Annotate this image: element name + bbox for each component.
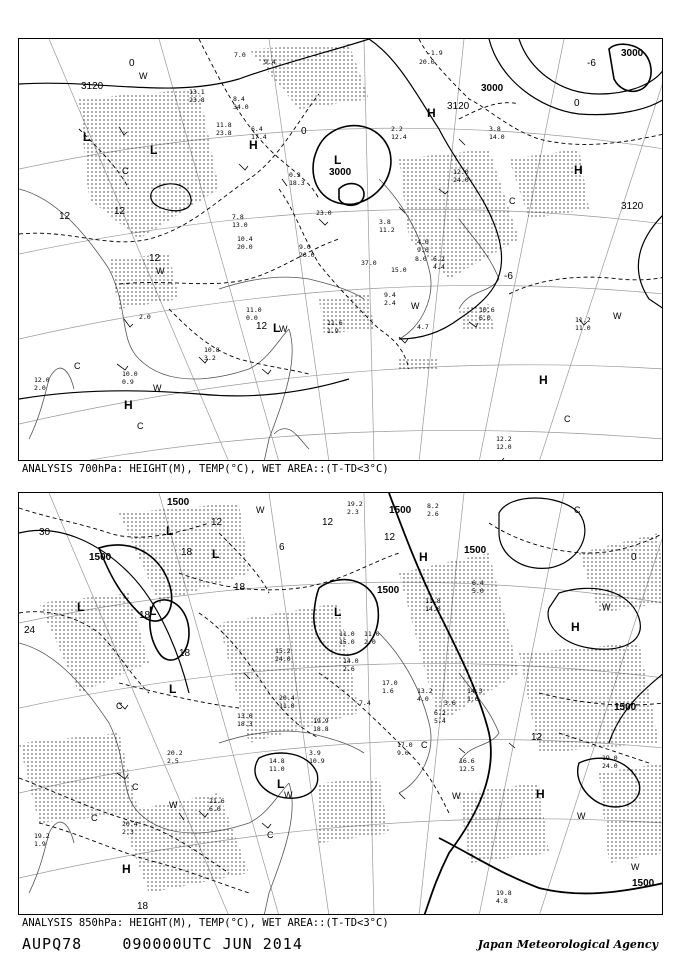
- station-value: 23.0: [316, 209, 332, 217]
- station-value: 14.8: [269, 757, 285, 765]
- station-value: 13.0: [232, 221, 248, 229]
- low-center: L: [77, 600, 85, 614]
- station-value: 15.0: [391, 266, 407, 274]
- station-value: 0.9: [122, 378, 134, 386]
- station-value: 11.0: [575, 324, 591, 332]
- valid-time: 090000UTC JUN 2014: [122, 935, 303, 953]
- station-value: 20.0: [237, 243, 253, 251]
- station-value: 18.8: [313, 725, 329, 733]
- station-value: 13.0: [237, 712, 253, 720]
- station-value: 10.4: [237, 235, 253, 243]
- contour-label: 1500: [464, 545, 487, 556]
- station-value: 6.2: [434, 709, 446, 717]
- station-value: 23.8: [189, 96, 205, 104]
- caption-700hpa: ANALYSIS 700hPa: HEIGHT(M), TEMP(°C), WET AREA::(T-TD<3°C): [22, 463, 389, 475]
- station-value: 26.0: [299, 251, 315, 259]
- temp-label: 18: [139, 610, 151, 621]
- station-value: 6.4: [472, 579, 484, 587]
- station-value: 3.9: [309, 749, 321, 757]
- station-value: 2.3: [122, 828, 134, 836]
- warm-marker: W: [577, 811, 586, 821]
- station-value: 2.3: [347, 508, 359, 516]
- cold-marker: C: [91, 813, 98, 823]
- station-value: 3.8: [379, 218, 391, 226]
- contour-label: 3120: [81, 81, 104, 92]
- station-value: 13.2: [417, 687, 433, 695]
- station-value: 12.0: [496, 443, 512, 451]
- temp-label: 18: [137, 901, 149, 912]
- cold-marker: C: [421, 740, 428, 750]
- temp-label: 0: [129, 58, 135, 69]
- temp-label: 0: [631, 552, 637, 563]
- agency-name: Japan Meteorological Agency: [477, 938, 658, 951]
- station-value: 11.8: [216, 121, 232, 129]
- contour-label: 1500: [614, 702, 637, 713]
- station-value: 14.0: [343, 657, 359, 665]
- station-value: 4.7: [417, 323, 429, 331]
- station-value: 11.2: [575, 316, 591, 324]
- station-value: 24.0: [453, 176, 469, 184]
- warm-marker: W: [169, 800, 178, 810]
- high-center: H: [249, 138, 258, 152]
- warm-marker: W: [602, 602, 611, 612]
- station-value: 7.0: [234, 51, 246, 59]
- low-center: L: [334, 153, 342, 167]
- chart-700hpa: [18, 38, 663, 461]
- temp-label: 12: [211, 517, 223, 528]
- station-value: 2.0: [364, 638, 376, 646]
- station-value: 11.0: [339, 630, 355, 638]
- station-value: 9.0: [417, 246, 429, 254]
- contour-label: 3120: [621, 201, 644, 212]
- station-value: 7.4: [359, 699, 371, 707]
- station-value: 20.4: [279, 694, 295, 702]
- temp-label: 24: [24, 625, 36, 636]
- station-value: 18.3: [289, 179, 305, 187]
- temp-label: 12: [322, 517, 334, 528]
- contour-label: 1500: [389, 505, 412, 516]
- station-value: 20.4: [122, 820, 138, 828]
- contour-label: 3000: [621, 48, 644, 59]
- cold-marker: C: [122, 166, 129, 176]
- low-center: L: [277, 777, 285, 791]
- station-value: 15.0: [339, 638, 355, 646]
- station-value: 11.0: [279, 702, 295, 710]
- high-center: H: [536, 787, 545, 801]
- warm-marker: W: [139, 71, 148, 81]
- station-value: 2.6: [343, 665, 355, 673]
- station-value: 24.0: [602, 762, 618, 770]
- station-value: 0.2: [289, 171, 301, 179]
- cold-marker: C: [267, 830, 274, 840]
- station-value: 9.4: [264, 58, 276, 66]
- station-value: 11.0: [246, 306, 262, 314]
- high-center: H: [419, 550, 428, 564]
- station-value: 14.3: [467, 687, 483, 695]
- station-value: -1.9: [427, 49, 443, 57]
- contour-label: 1500: [167, 497, 190, 508]
- station-value: 15.2: [275, 647, 291, 655]
- temp-label: 12: [114, 206, 126, 217]
- station-value: 12.5: [459, 765, 475, 773]
- high-center: H: [122, 862, 131, 876]
- temp-label: 12: [384, 532, 396, 543]
- station-value: 11.2: [379, 226, 395, 234]
- low-center: L: [150, 143, 158, 157]
- station-value: 13.1: [189, 88, 205, 96]
- station-value: 21.6: [209, 797, 225, 805]
- station-value: 19.2: [34, 832, 50, 840]
- temp-label: 12: [256, 321, 268, 332]
- station-value: 6.2: [433, 255, 445, 263]
- station-value: 8.0: [415, 255, 427, 263]
- station-value: 11.6: [327, 319, 343, 327]
- station-value: 2.0: [139, 313, 151, 321]
- warm-marker: W: [284, 790, 293, 800]
- temp-label: -6: [504, 271, 513, 282]
- station-value: 11.0: [269, 765, 285, 773]
- station-value: 2.2: [391, 125, 403, 133]
- station-value: 3.6: [444, 699, 456, 707]
- chart-850hpa: [18, 492, 663, 915]
- caption-850hpa: ANALYSIS 850hPa: HEIGHT(M), TEMP(°C), WET AREA::(T-TD<3°C): [22, 917, 389, 929]
- map-700hpa: [19, 39, 663, 461]
- temp-label: 0: [301, 126, 307, 137]
- chart-id: AUPQ78: [22, 935, 83, 953]
- station-value: 5.4: [434, 717, 446, 725]
- station-value: 1.6: [467, 695, 479, 703]
- temp-label: 6: [279, 542, 285, 553]
- cold-marker: C: [132, 782, 139, 792]
- cold-marker: C: [137, 421, 144, 431]
- warm-marker: W: [613, 311, 622, 321]
- station-value: 3.8: [489, 125, 501, 133]
- low-center: L: [212, 547, 220, 561]
- station-value: 14.0: [425, 605, 441, 613]
- station-value: 19.2: [347, 500, 363, 508]
- station-value: 17.0: [397, 741, 413, 749]
- contour-label: 1500: [632, 878, 655, 889]
- high-center: H: [124, 398, 133, 412]
- temp-label: 0: [574, 98, 580, 109]
- station-value: 37.0: [361, 259, 377, 267]
- station-value: 12.4: [391, 133, 407, 141]
- warm-marker: W: [279, 324, 288, 334]
- chart-code: [22, 935, 303, 953]
- cold-marker: C: [574, 505, 581, 515]
- station-value: 19.9: [313, 717, 329, 725]
- low-center: L: [169, 682, 177, 696]
- station-value: 8.4: [233, 95, 245, 103]
- contour-label: 3000: [481, 83, 504, 94]
- temp-label: -6: [587, 58, 596, 69]
- station-value: 6.0: [479, 314, 491, 322]
- station-value: 11.0: [364, 630, 380, 638]
- cold-marker: C: [116, 701, 123, 711]
- station-value: 10.0: [122, 370, 138, 378]
- station-value: 2.5: [167, 757, 179, 765]
- station-value: 1.9: [327, 327, 339, 335]
- warm-marker: W: [452, 791, 461, 801]
- station-value: 9.0: [299, 243, 311, 251]
- warm-marker: W: [256, 505, 265, 515]
- low-center: L: [166, 524, 174, 538]
- station-value: 0.0: [246, 314, 258, 322]
- station-value: 3.2: [204, 354, 216, 362]
- warm-marker: W: [411, 301, 420, 311]
- low-center: L: [83, 130, 91, 144]
- station-value: 4.4: [433, 263, 445, 271]
- station-value: 12.0: [34, 376, 50, 384]
- station-value: 4.0: [417, 695, 429, 703]
- low-center: L: [273, 321, 281, 335]
- station-value: 11.8: [425, 597, 441, 605]
- cold-marker: C: [564, 414, 571, 424]
- station-value: 14.0: [489, 133, 505, 141]
- station-value: 12.0: [453, 168, 469, 176]
- low-center: L: [334, 605, 342, 619]
- temp-label: 18: [234, 582, 246, 593]
- station-value: 10.6: [479, 306, 495, 314]
- temp-label: 12: [531, 732, 543, 743]
- station-value: 2.6: [427, 510, 439, 518]
- station-value: 6.4: [251, 125, 263, 133]
- station-value: 9.4: [384, 291, 396, 299]
- station-value: 5.0: [472, 587, 484, 595]
- contour-label: 3120: [447, 101, 470, 112]
- low-center: L: [149, 604, 157, 618]
- cold-marker: C: [509, 196, 516, 206]
- station-value: 12.2: [496, 435, 512, 443]
- station-value: 19.8: [496, 889, 512, 897]
- station-value: 4.0: [417, 238, 429, 246]
- temp-label: 12: [59, 211, 71, 222]
- station-value: 6.0: [209, 805, 221, 813]
- station-value: 17.0: [382, 679, 398, 687]
- high-center: H: [571, 620, 580, 634]
- high-center: H: [427, 106, 436, 120]
- station-value: 9.0: [397, 749, 409, 757]
- station-value: 18.3: [237, 720, 253, 728]
- station-value: 20.0: [419, 58, 435, 66]
- station-value: 4.8: [496, 897, 508, 905]
- station-value: 34.0: [233, 103, 249, 111]
- station-value: 2.0: [34, 384, 46, 392]
- contour-label: 3000: [329, 167, 352, 178]
- station-value: 1.9: [34, 840, 46, 848]
- high-center: H: [539, 373, 548, 387]
- warm-marker: W: [153, 383, 162, 393]
- cold-marker: C: [74, 361, 81, 371]
- station-value: 2.4: [384, 299, 396, 307]
- temp-label: 30: [39, 527, 51, 538]
- warm-marker: W: [156, 266, 165, 276]
- contour-label: 1500: [377, 585, 400, 596]
- temp-label: 12: [149, 253, 161, 264]
- station-value: 19.0: [602, 754, 618, 762]
- station-value: 24.0: [275, 655, 291, 663]
- station-value: 23.8: [216, 129, 232, 137]
- station-value: 10.9: [309, 757, 325, 765]
- temp-label: 18: [181, 547, 193, 558]
- station-value: 1.6: [382, 687, 394, 695]
- station-value: 16.6: [459, 757, 475, 765]
- temp-label: 18: [179, 648, 191, 659]
- station-value: 10.8: [204, 346, 220, 354]
- station-value: 7.8: [232, 213, 244, 221]
- warm-marker: W: [631, 862, 640, 872]
- map-850hpa: [19, 493, 663, 915]
- contour-label: 1500: [89, 552, 112, 563]
- station-value: 20.2: [167, 749, 183, 757]
- station-value: 17.4: [251, 133, 267, 141]
- high-center: H: [574, 163, 583, 177]
- station-value: 8.2: [427, 502, 439, 510]
